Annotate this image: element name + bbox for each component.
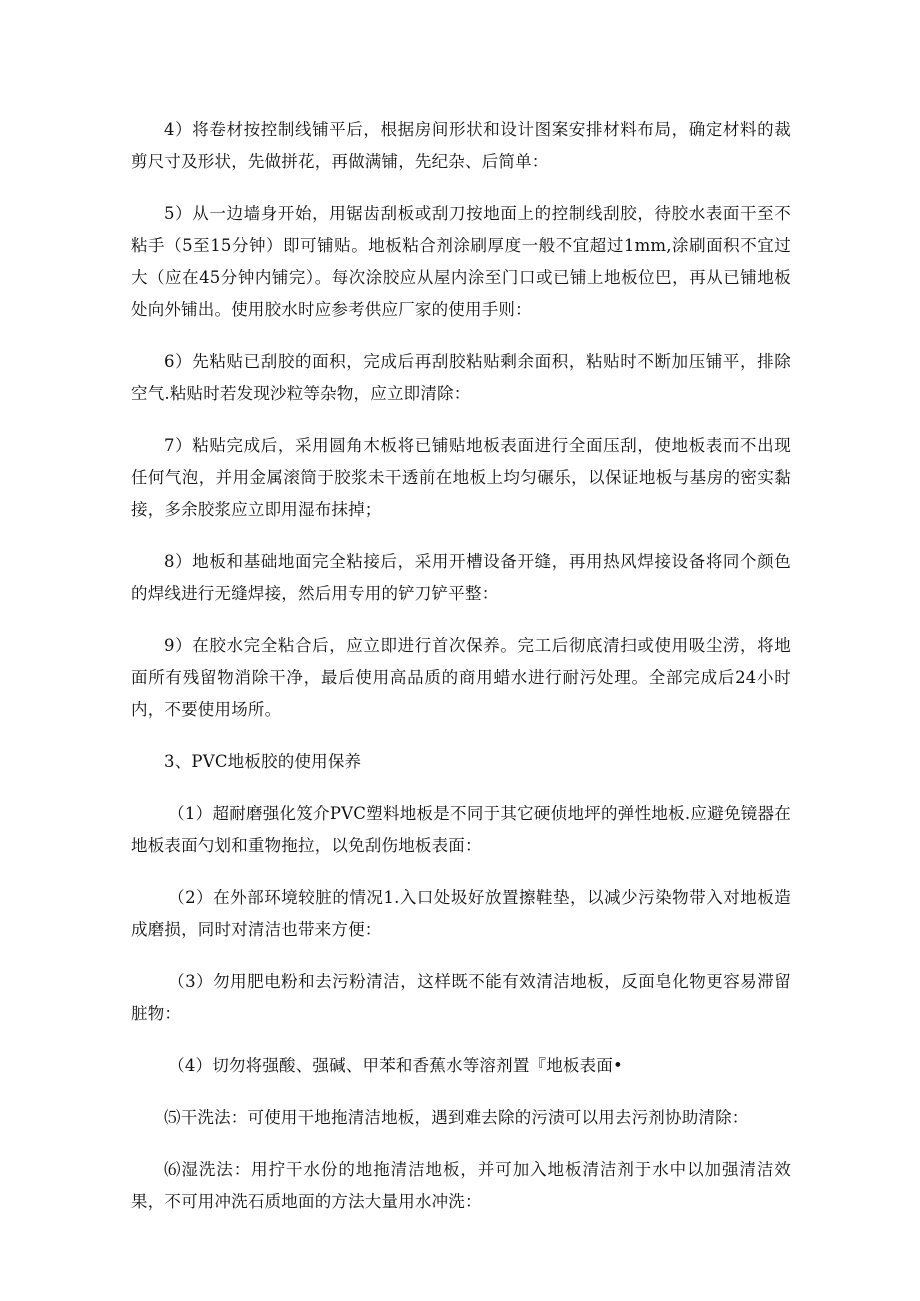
maintenance-item-6: ⑹湿洗法：用拧干水份的地拖清洁地板，并可加入地板清洁剂于水中以加强清洁效果，不可用冲洗石质地面的方法大量用水冲洗： <box>131 1160 791 1211</box>
paragraph-step-9: 9）在胶水完全粘合后，应立即进行首次保养。完工后彻底清扫或使用吸尘涝，将地面所有残留物消除干净，最后使用高品质的商用蜡水进行耐污处理。全部完成后24小时内，不要使用场所。 <box>131 636 791 719</box>
paragraph-step-7: 7）粘贴完成后，采用圆角木板将已铺贴地板表面进行全面压刮，使地板表而不出现任何气泡，并用金属滚筒于胶浆未干透前在地板上均匀碾乐，以保证地板与基房的密实黏接，多余胶浆应立即用湿布抹掉； <box>131 436 791 519</box>
maintenance-item-5: ⑸干洗法：可使用干地拖清洁地板，遇到难去除的污渍可以用去污剂协助清除： <box>164 1108 749 1127</box>
maintenance-item-2: （2）在外部环境较脏的情况1.入口处圾好放置擦鞋垫，以减少污染物带入对地板造成磨损，同时对清洁也带来方便： <box>131 888 791 939</box>
paragraph-step-4: 4）将卷材按控制线铺平后，根据房间形状和设计图案安排材料布局，确定材料的裁剪尺寸及形状，先做拼花，再做满铺，先纪杂、后简单： <box>131 120 791 171</box>
document-body <box>131 114 791 1238</box>
maintenance-item-4: （4）切勿将强酸、强碱、甲苯和香蕉水等溶剂置『地板表面• <box>168 1056 623 1075</box>
section-heading: 3、PVC地板胶的使用保养 <box>164 752 362 771</box>
paragraph-step-6: 6）先粘贴已刮胶的面积，完成后再刮胶粘贴剩余面积，粘贴时不断加压铺平，排除空气.粘贴时若发现沙粒等杂物，应立即清除： <box>131 352 791 403</box>
paragraph-step-8: 8）地板和基础地面完全粘接后，采用开槽设备开缝，再用热风焊接设备将同个颜色的焊线进行无缝焊接，然后用专用的铲刀铲平整： <box>131 552 791 603</box>
maintenance-item-1: （1）超耐磨强化笈介PVC塑料地板是不同于其它硬侦地坪的弹性地板.应避免镜器在地板表面勺划和重物拖拉，以免刮伤地板表面： <box>131 804 791 855</box>
paragraph-step-5: 5）从一边墙身开始，用锯齿刮板或刮刀按地面上的控制线刮胶，待胶水表面干至不粘手（5至15分钟）即可铺贴。地板粘合剂涂刷厚度一般不宜超过1mm,涂刷面积不宜过大（应在45分钟内铺完）。每次涂胶应从屋内涂至门口或已铺上地板位巴，再从已铺地板处向外铺出。使用胶水时应参考供应厂家的使用手则： <box>131 204 791 319</box>
maintenance-item-3: （3）勿用肥电粉和去污粉清洁，这样既不能有效清洁地板，反面皂化物更容易滞留脏物： <box>131 972 791 1023</box>
